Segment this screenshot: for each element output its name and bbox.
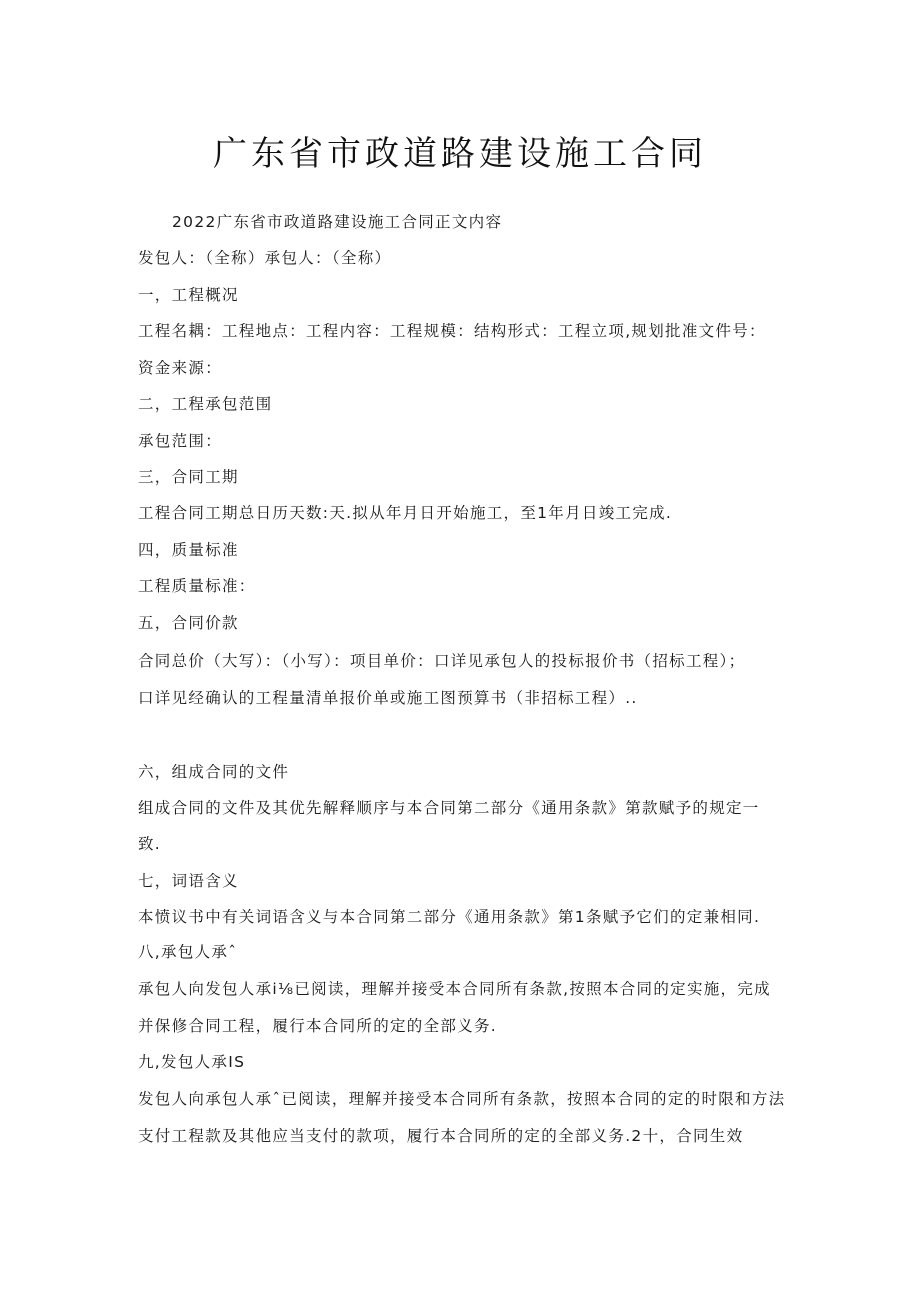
section-heading-7: 七，词语含义 [138,872,239,890]
funding-line: 资金来源： [138,359,223,377]
documents-line-2: 致. [138,835,162,853]
project-info-line: 工程名耦：工程地点：工程内容：工程规模：结构形式：工程立项,规划批准文件号： [138,322,766,340]
section-heading-6: 六，组成合同的文件 [138,763,290,781]
section-heading-9: 九,发包人承IS [138,1053,246,1071]
contractor-commitment-line-2: 并保修合同工程，履行本合同所的定的全部义务. [138,1017,498,1035]
documents-line-1: 组成合同的文件及其优先解释顺序与本合同第二部分《通用条款》第款赋予的规定一 [138,799,760,817]
section-heading-8: 八,承包人承ˆ [138,943,238,961]
employer-commitment-line-1: 发包人向承包人承ˆ已阅读，理解并接受本合同所有条款，按照本合同的定的时限和方法 [138,1090,786,1108]
price-line-1: 合同总价（大写）：（小写）：项目单价：口详见承包人的投标报价书（招标工程）； [138,652,746,670]
section-heading-3: 三，合同工期 [138,468,239,486]
parties-line: 发包人：（全称）承包人：（全称） [138,249,392,267]
price-line-2: 口详见经确认的工程量清单报价单或施工图预算书（非招标工程）.. [138,689,638,707]
section-heading-4: 四，质量标准 [138,541,239,559]
document-title: 广东省市政道路建设施工合同 [213,134,707,174]
terms-line: 本愤议书中有关词语含义与本合同第二部分《通用条款》第1条赋予它们的定兼相同. [138,908,761,926]
intro-line: 2022广东省市政道路建设施工合同正文内容 [172,213,503,231]
section-heading-2: 二，工程承包范围 [138,395,273,413]
quality-line: 工程质量标准： [138,577,256,595]
section-heading-5: 五，合同价款 [138,614,239,632]
section-heading-1: 一，工程概况 [138,286,239,304]
scope-line: 承包范围： [138,432,223,450]
contractor-commitment-line-1: 承包人向发包人承i⅛已阅读，理解并接受本合同所有条款,按照本合同的定实施，完成 [138,980,771,998]
employer-commitment-line-2: 支付工程款及其他应当支付的款项，履行本合同所的定的全部义务.2十，合同生效 [138,1127,744,1145]
schedule-line: 工程合同工期总日历天数:天.拟从年月日开始施工，至1年月日竣工完成. [138,504,673,522]
